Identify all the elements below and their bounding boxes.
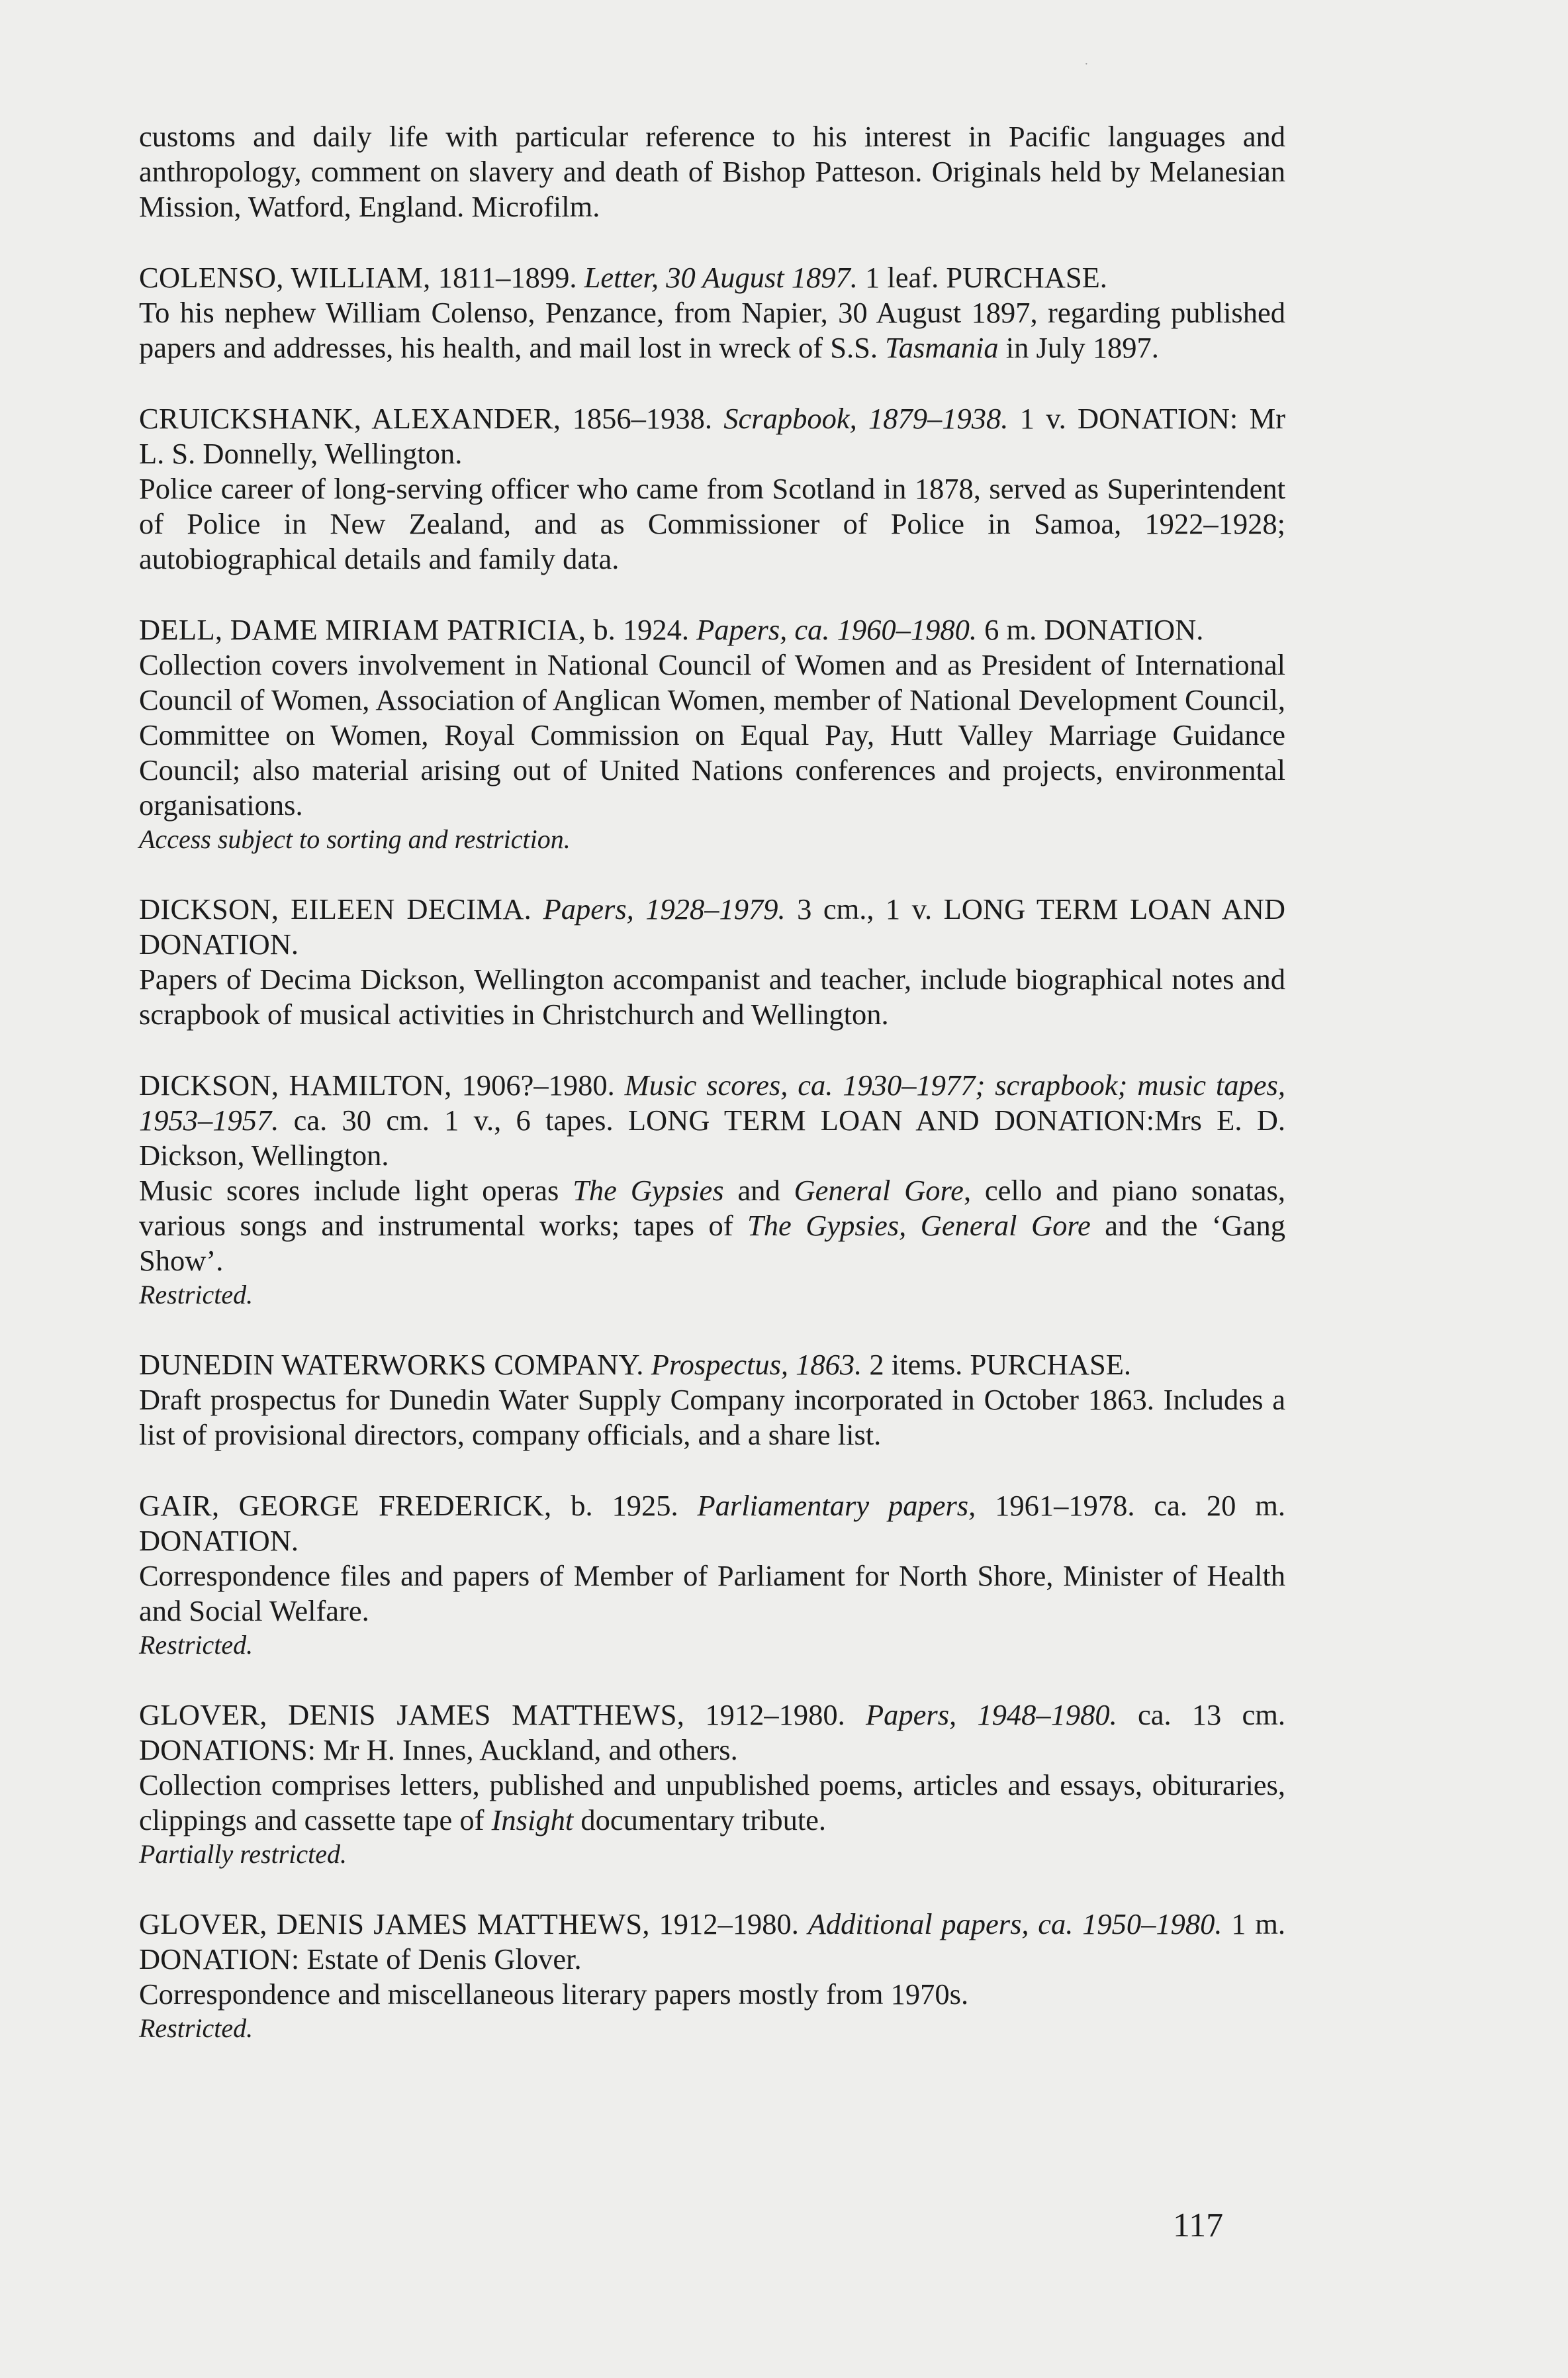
entry-extent: 1961–1978. ca. 20 m. <box>976 1489 1285 1522</box>
entry-extent: ca. 13 cm. <box>1117 1698 1285 1731</box>
entry-dates: b. 1924. <box>586 613 697 646</box>
entry-description: Correspondence files and papers of Member of Parliament for North Shore, Minister of Health and Social Welfare. <box>139 1559 1285 1627</box>
entry-acquisition: DONATION: <box>1078 402 1238 435</box>
entry-title: Scrapbook, 1879–1938. <box>723 402 1009 435</box>
entry-heading <box>139 892 1285 962</box>
entry-note: Restricted. <box>139 1630 254 1660</box>
entry-description: Collection covers involvement in National Council of Women and as President of International Council of Women, Association of Anglican Women, member of National Development Council, Committee on Women, Royal Commission on Equal Pay, Hutt Valley Marriage Guidance Council; also material arising out of United Nations conferences and projects, environmental organisations. <box>139 648 1285 822</box>
entry-dates: 1856–1938. <box>561 402 724 435</box>
entry-heading <box>139 1907 1285 1977</box>
entry-name: COLENSO, WILLIAM, <box>139 261 431 294</box>
entry-acquisition: LONG TERM LOAN AND DONATION: <box>627 1104 1155 1137</box>
entry-extent: 6 m. <box>977 613 1044 646</box>
entry-dates: b. 1925. <box>551 1489 698 1522</box>
entry-name: CRUICKSHANK, ALEXANDER, <box>139 402 561 435</box>
entry-name: GLOVER, DENIS JAMES MATTHEWS, <box>139 1698 685 1731</box>
entry-heading <box>139 1488 1285 1558</box>
entry-extent: 1 leaf. <box>857 261 946 294</box>
description-tail: , cello and piano sonatas, various songs and instrumental works; tapes of <box>139 1174 1285 1242</box>
entry-note: Partially restricted. <box>139 1839 347 1869</box>
catalogue-entry-colenso <box>139 260 1285 365</box>
entry-heading <box>139 1068 1285 1173</box>
catalogue-entry-dickson-eileen <box>139 892 1285 1032</box>
entry-title: Papers, 1948–1980. <box>865 1698 1117 1731</box>
description-text: To his nephew William Colenso, Penzance, from Napier, 30 August 1897, regarding published papers and addresses, his health, and mail lost in wreck of S.S. <box>139 296 1285 364</box>
entry-title: Prospectus, 1863. <box>651 1348 862 1381</box>
entry-note: Restricted. <box>139 1280 254 1309</box>
page-number: 117 <box>1173 2207 1224 2244</box>
entry-heading <box>139 260 1285 295</box>
entry-extent: ca. 30 cm. 1 v., 6 tapes. <box>279 1104 628 1137</box>
entry-heading <box>139 1697 1285 1768</box>
entry-name: GAIR, GEORGE FREDERICK, <box>139 1489 552 1522</box>
entry-acquisition: DONATION: <box>139 1942 300 1975</box>
catalogue-entry-glover-papers <box>139 1697 1285 1871</box>
scan-mark: · <box>1084 57 1089 71</box>
entry-dates: 1906?–1980. <box>451 1069 625 1102</box>
entry-title: Papers, 1928–1979. <box>543 892 786 926</box>
entry-heading <box>139 401 1285 471</box>
description-tail: and the ‘Gang Show’. <box>139 1209 1286 1277</box>
entry-note: Access subject to sorting and restriction. <box>139 824 571 854</box>
entry-description: Police career of long-serving officer who came from Scotland in 1878, served as Superintendent of Police in New Zealand, and as Commissioner of Police in Samoa, 1922–1928; autobiographical details and family data. <box>139 472 1285 575</box>
description-italic: General Gore <box>794 1174 964 1207</box>
entry-acquisition: PURCHASE. <box>970 1348 1132 1381</box>
entry-title: Parliamentary papers, <box>697 1489 976 1522</box>
catalogue-entry-dell <box>139 612 1285 856</box>
description-tail: and <box>723 1174 794 1207</box>
entry-acquisition: DONATION. <box>1044 613 1204 646</box>
entry-acquisition: DONATION. <box>139 1524 299 1557</box>
description-italic: Tasmania <box>885 331 999 364</box>
description-italic: The Gypsies <box>573 1174 724 1207</box>
entry-title: Papers, ca. 1960–1980. <box>696 613 978 646</box>
catalogue-entry-gair <box>139 1488 1285 1662</box>
entry-title: Letter, 30 August 1897. <box>584 261 858 294</box>
entry-extent: 3 cm., 1 v. <box>785 892 944 926</box>
page-body <box>139 119 1285 2081</box>
entry-description: Papers of Decima Dickson, Wellington accompanist and teacher, include biographical notes and scrapbook of musical activities in Christchurch and Wellington. <box>139 963 1285 1031</box>
entry-name: DELL, DAME MIRIAM PATRICIA, <box>139 613 586 646</box>
entry-donor: Mr H. Innes, Auckland, and others. <box>316 1733 738 1766</box>
entry-name: GLOVER, DENIS JAMES MATTHEWS, <box>139 1907 650 1940</box>
entry-extent: 1 v. <box>1008 402 1078 435</box>
entry-heading <box>139 1347 1285 1382</box>
entry-donor: Estate of Denis Glover. <box>299 1942 582 1975</box>
entry-description <box>139 295 1285 365</box>
description-text: Collection comprises letters, published and unpublished poems, articles and essays, obituraries, clippings and cassette tape of <box>139 1768 1285 1836</box>
entry-donor: Mrs E. D. Dickson, Wellington. <box>139 1104 1285 1172</box>
entry-description <box>139 1768 1285 1838</box>
description-tail: documentary tribute. <box>573 1803 827 1836</box>
entry-heading <box>139 612 1285 647</box>
catalogue-entry-dunedin-waterworks <box>139 1347 1285 1452</box>
entry-dates: 1912–1980. <box>649 1907 808 1940</box>
entry-acquisition: LONG TERM LOAN AND DONATION. <box>139 892 1285 961</box>
description-tail: in July 1897. <box>998 331 1159 364</box>
entry-note: Restricted. <box>139 2013 254 2043</box>
entry-dates: 1912–1980. <box>684 1698 866 1731</box>
entry-acquisition: PURCHASE. <box>946 261 1107 294</box>
entry-description <box>139 1173 1285 1278</box>
entry-acquisition: DONATIONS: <box>139 1733 316 1766</box>
catalogue-entry-glover-additional <box>139 1907 1285 2045</box>
entry-title: Music scores, ca. 1930–1977; scrapbook; music tapes, 1953–1957. <box>139 1069 1285 1137</box>
entry-extent: 1 m. <box>1222 1907 1286 1940</box>
catalogue-entry-cruickshank <box>139 401 1285 577</box>
entry-name: DICKSON, HAMILTON, <box>139 1069 452 1102</box>
entry-extent: 2 items. <box>862 1348 970 1381</box>
entry-dates <box>531 892 543 926</box>
entry-description: Correspondence and miscellaneous literary papers mostly from 1970s. <box>139 1977 969 2011</box>
description-italic: Insight <box>491 1803 574 1836</box>
continuation-paragraph: customs and daily life with particular reference to his interest in Pacific languages and anthropology, comment on slavery and death of Bishop Patteson. Originals held by Melanesian Mission, Watford, England. Microfilm. <box>139 120 1285 223</box>
entry-name: DICKSON, EILEEN DECIMA. <box>139 892 532 926</box>
entry-title: Additional papers, ca. 1950–1980. <box>807 1907 1222 1940</box>
entry-name: DUNEDIN WATERWORKS COMPANY. <box>139 1348 644 1381</box>
catalogue-entry-dickson-hamilton <box>139 1068 1285 1311</box>
entry-dates: 1811–1899. <box>430 261 584 294</box>
entry-description: Draft prospectus for Dunedin Water Supply Company incorporated in October 1863. Includes a list of provisional directors, company officials, and a share list. <box>139 1383 1285 1451</box>
entry-donor: Mr L. S. Donnelly, Wellington. <box>139 402 1285 470</box>
entry-dates <box>644 1348 651 1381</box>
description-italic: The Gypsies, General Gore <box>747 1209 1091 1242</box>
description-text: Music scores include light operas <box>139 1174 573 1207</box>
